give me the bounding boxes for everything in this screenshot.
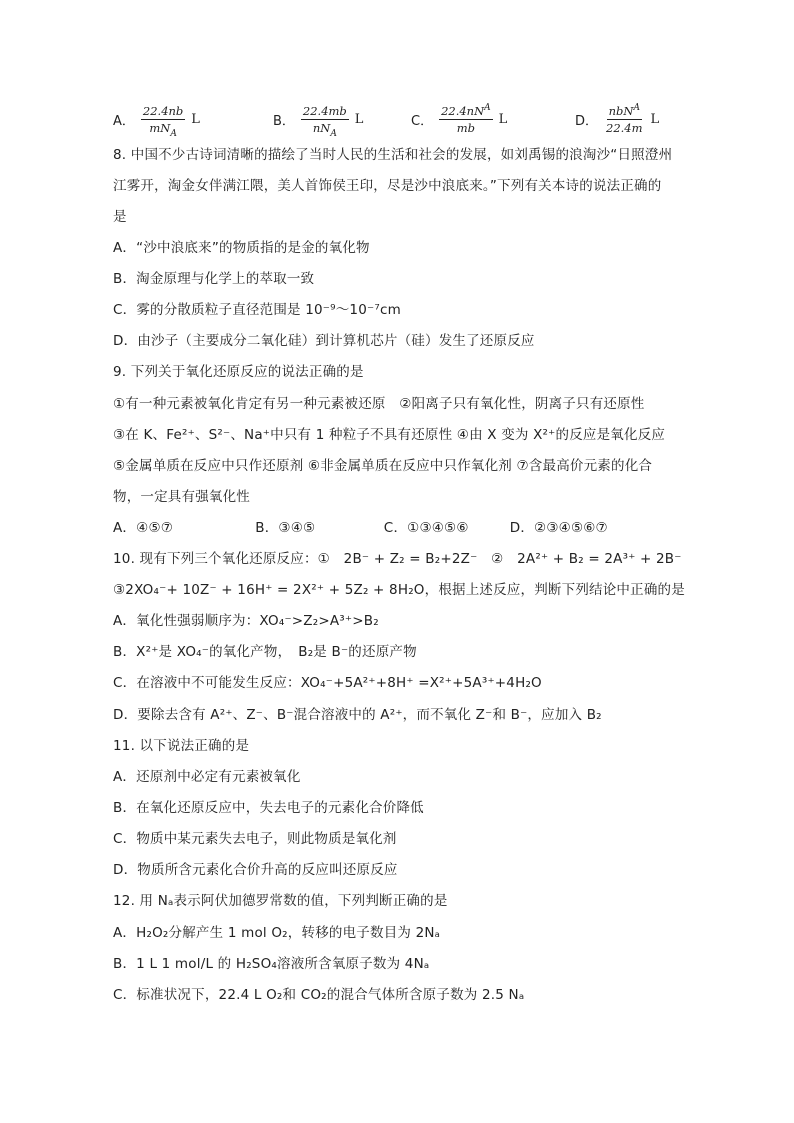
q11-stem: 11. 以下说法正确的是 (113, 738, 250, 754)
q8-option-d: D．由沙子（主要成分二氧化硅）到计算机芯片（硅）发生了还原反应 (113, 333, 535, 349)
superscript: A (484, 102, 491, 113)
q9-stem: 9. 下列关于氧化还原反应的说法正确的是 (113, 364, 364, 380)
denominator: nN (312, 120, 331, 135)
unit: L (498, 111, 508, 127)
q8-stem-line-1: 8. 中国不少古诗词清晰的描绘了当时人民的生活和社会的发展，如刘禹锡的浪淘沙“日照澄州 (113, 147, 673, 163)
q8-option-a: A．“沙中浪底来”的物质指的是金的氧化物 (113, 240, 370, 256)
numerator: 22.4nN (441, 103, 485, 118)
unit: L (191, 111, 200, 127)
fraction (141, 103, 185, 139)
option-letter: C． (411, 113, 434, 129)
q10-stem-line-1: 10. 现有下列三个氧化还原反应：① 2B⁻ + Z₂ = B₂+2Z⁻ ② 2A²⁺ + B₂ = 2A³⁺ + 2B⁻ (113, 551, 682, 567)
fraction (439, 104, 493, 135)
q12-option-b: B．1 L 1 mol/L 的 H₂SO₄溶液所含氧原子数为 4Nₐ (113, 956, 430, 972)
q8-stem-line-2: 江雾开，淘金女伴满江隈，美人首饰侯王印，尽是沙中浪底来。”下列有关本诗的说法正确的 (113, 178, 662, 194)
q7-options (113, 98, 693, 140)
q12-option-c: C．标准状况下，22.4 L O₂和 CO₂的混合气体所含原子数为 2.5 Nₐ (113, 987, 525, 1003)
q8-stem-line-3: 是 (113, 209, 127, 225)
q10-option-b: B．X²⁺是 XO₄⁻的氧化产物， B₂是 B⁻的还原产物 (113, 644, 417, 660)
denominator: 22.4m (606, 120, 643, 135)
q12-stem: 12. 用 Nₐ表示阿伏加德罗常数的值，下列判断正确的是 (113, 893, 448, 909)
subscript: A (330, 128, 337, 139)
q11-option-d: D．物质所含元素化合价升高的反应叫还原反应 (113, 862, 398, 878)
q8-option-b: B．淘金原理与化学上的萃取一致 (113, 271, 315, 287)
option-letter: A． (113, 113, 135, 129)
q9-statement-line-1: ①有一种元素被氧化肯定有另一种元素被还原 ②阳离子只有氧化性，阴离子只有还原性 (113, 396, 645, 412)
numerator: nbN (608, 103, 634, 118)
q9-statement-line-3: ⑤金属单质在反应中只作还原剂 ⑥非金属单质在反应中只作氧化剂 ⑦含最高价元素的化合 (113, 458, 653, 474)
q11-option-b: B．在氧化还原反应中，失去电子的元素化合价降低 (113, 800, 424, 816)
q10-option-d: D．要除去含有 A²⁺、Z⁻、B⁻混合溶液中的 A²⁺，而不氧化 Z⁻和 B⁻，应加入 B₂ (113, 707, 602, 723)
q7-option-a (113, 98, 200, 140)
q9-statement-line-4: 物，一定具有强氧化性 (113, 489, 250, 505)
denominator: mN (149, 120, 171, 135)
q12-option-a: A．H₂O₂分解产生 1 mol O₂，转移的电子数目为 2Nₐ (113, 925, 441, 941)
q9-options: A．④⑤⑦ B．③④⑤ C．①③④⑤⑥ D．②③④⑤⑥⑦ (113, 520, 608, 536)
fraction (301, 103, 349, 139)
q10-option-c: C．在溶液中不可能发生反应：XO₄⁻+5A²⁺+8H⁺ =X²⁺+5A³⁺+4H₂O (113, 675, 542, 691)
q9-statement-line-2: ③在 K、Fe²⁺、S²⁻、Na⁺中只有 1 种粒子不具有还原性 ④由 X 变为 X²⁺的反应是氧化反应 (113, 427, 666, 443)
option-letter: B． (273, 113, 295, 129)
fraction (604, 104, 645, 135)
superscript: A (633, 102, 640, 113)
q7-option-c (411, 98, 507, 140)
q10-stem-line-2: ③2XO₄⁻+ 10Z⁻ + 16H⁺ = 2X²⁺ + 5Z₂ + 8H₂O，根据上述反应，判断下列结论中正确的是 (113, 582, 685, 598)
q7-option-b (273, 98, 363, 140)
option-letter: D． (575, 113, 599, 129)
q8-option-c: C．雾的分散质粒子直径范围是 10⁻⁹～10⁻⁷cm (113, 302, 401, 318)
q10-option-a: A．氧化性强弱顺序为：XO₄⁻>Z₂>A³⁺>B₂ (113, 613, 379, 629)
numerator: 22.4nb (142, 103, 184, 118)
unit: L (650, 111, 660, 127)
subscript: A (170, 128, 177, 139)
q11-option-a: A．还原剂中必定有元素被氧化 (113, 769, 301, 785)
unit: L (354, 111, 364, 127)
q11-option-c: C．物质中某元素失去电子，则此物质是氧化剂 (113, 831, 397, 847)
denominator: mb (456, 120, 475, 135)
q7-option-d (575, 98, 659, 140)
numerator: 22.4mb (302, 103, 347, 118)
